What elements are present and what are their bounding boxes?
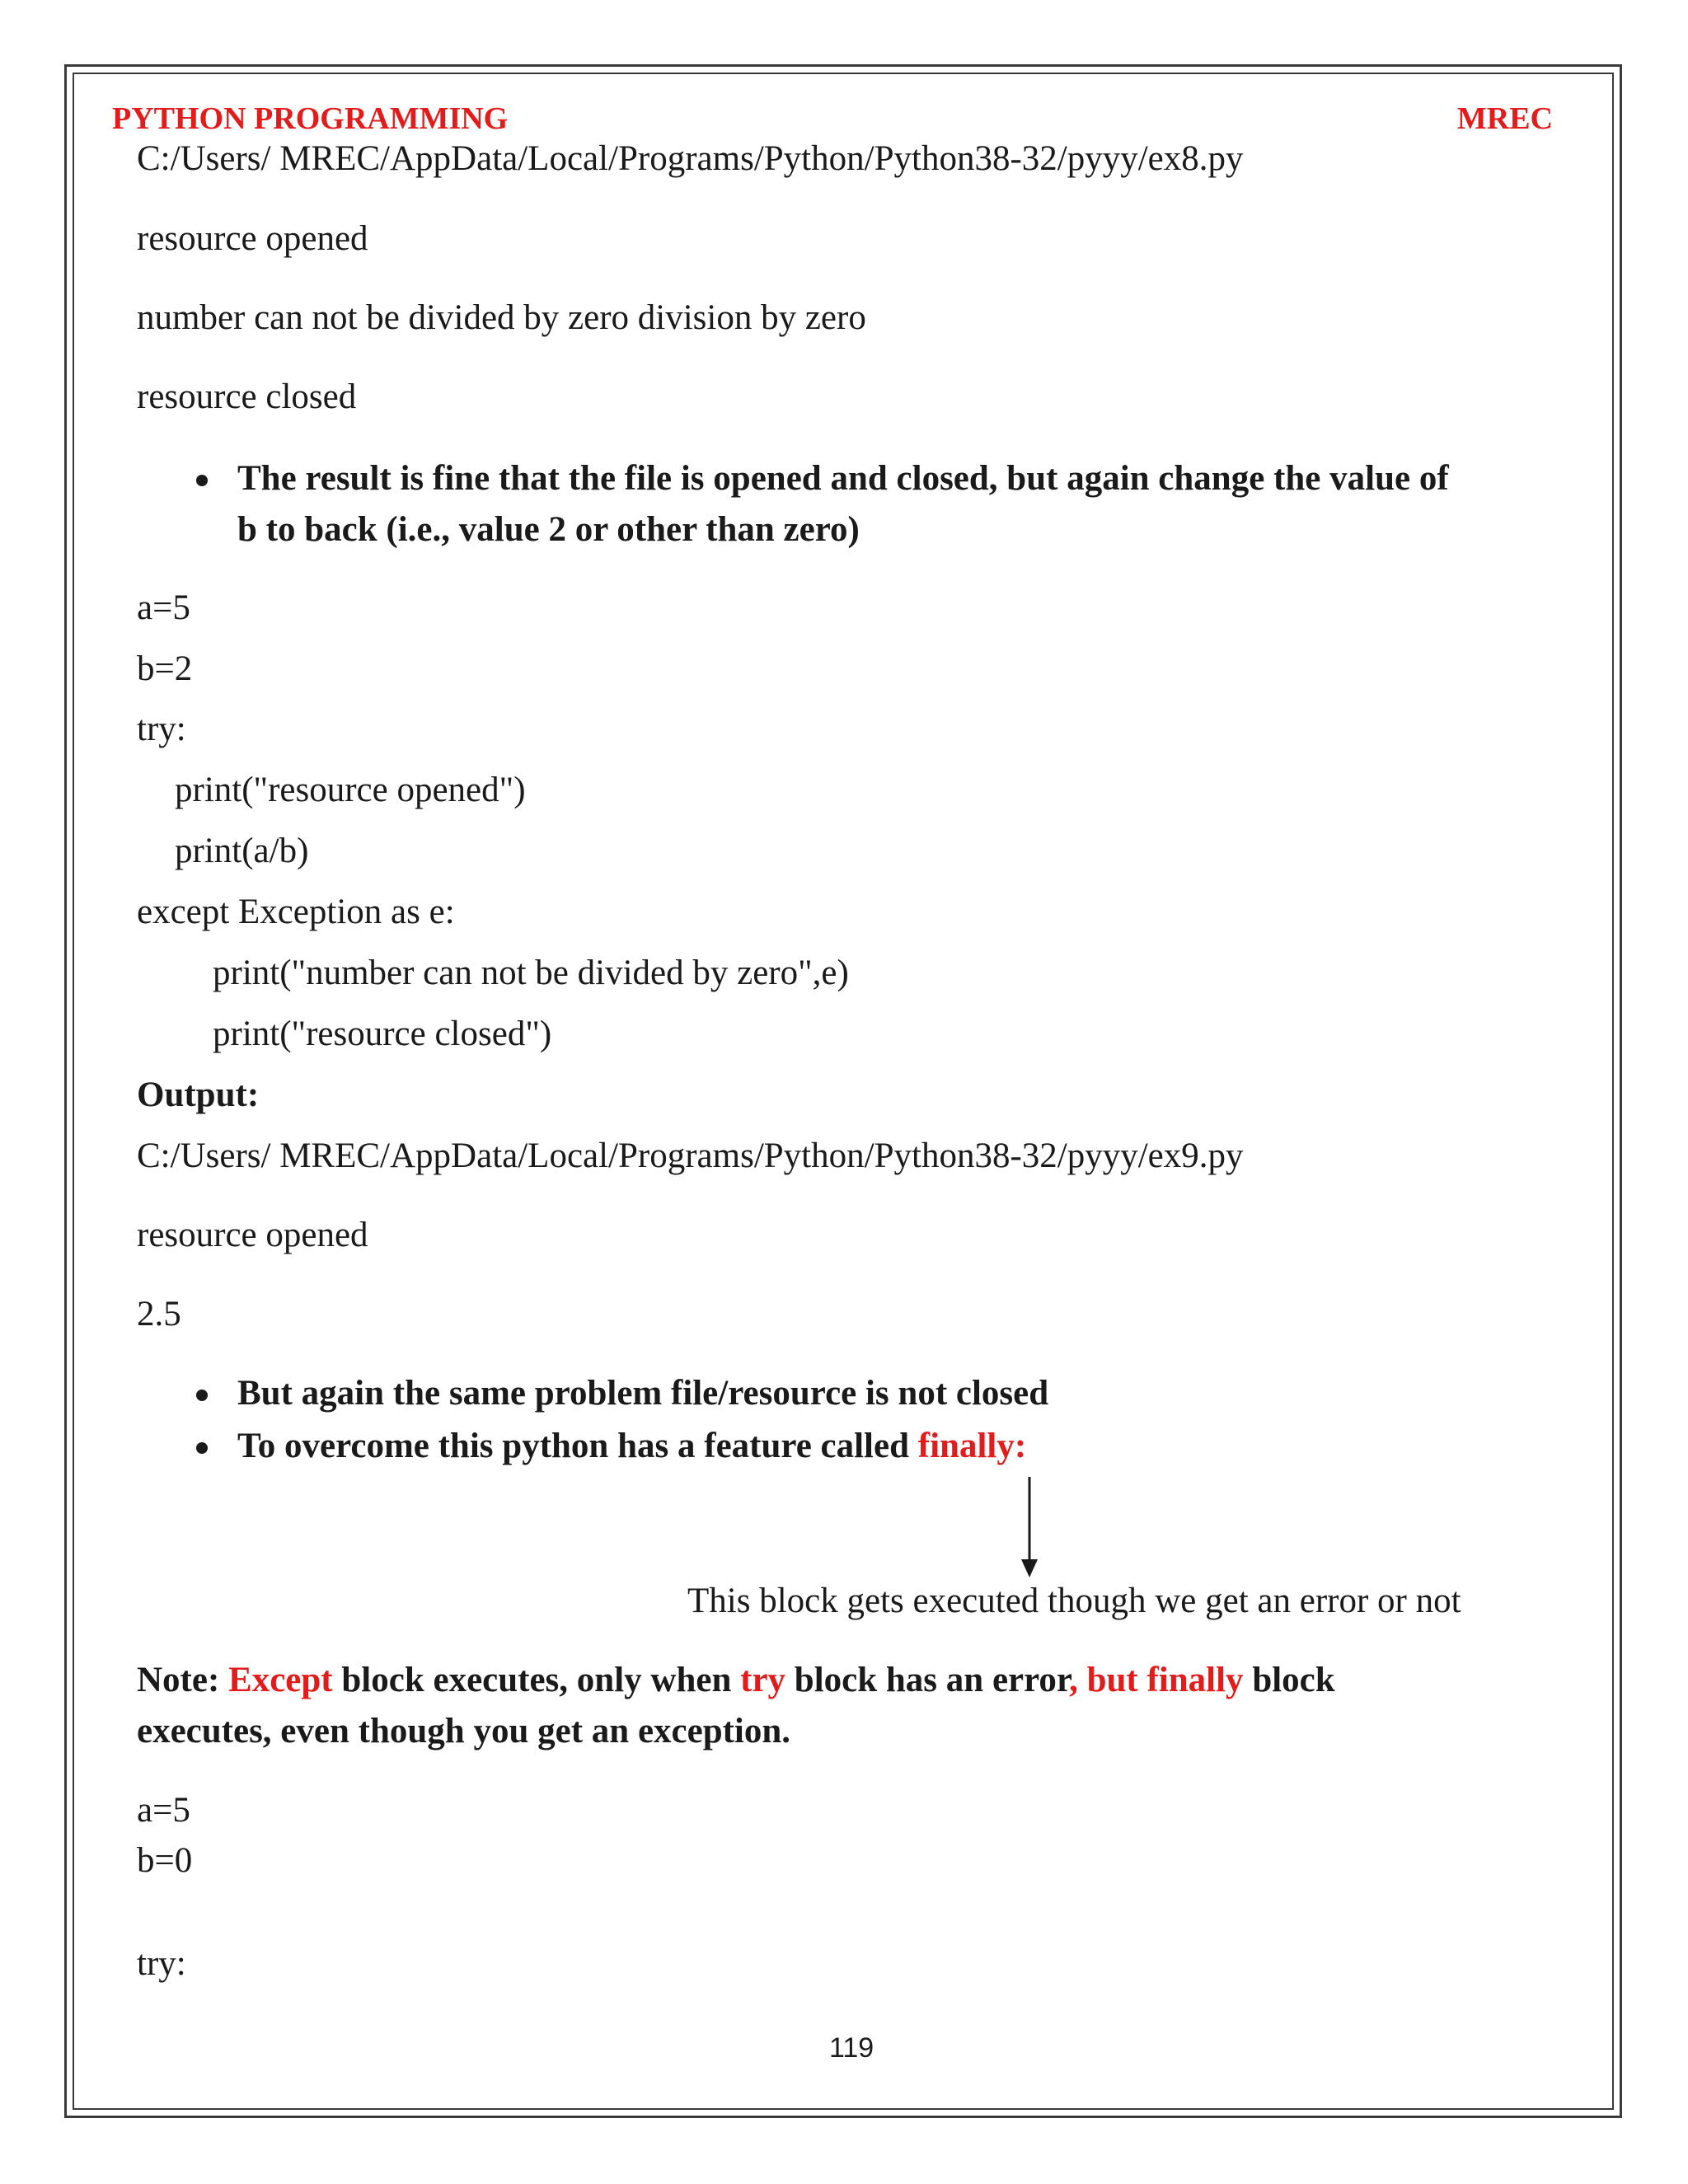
code1-line6: except Exception as e: xyxy=(137,893,455,931)
code1-line5: print(a/b) xyxy=(175,832,309,870)
output1-line1: resource opened xyxy=(137,219,368,258)
output1-line3: resource closed xyxy=(137,377,357,416)
bullet2-item2 xyxy=(237,1426,1026,1466)
header-title: PYTHON PROGRAMMING xyxy=(112,101,509,136)
note-try-keyword: try xyxy=(740,1661,786,1699)
code2-line1: a=5 xyxy=(137,1791,190,1830)
output-label: Output: xyxy=(137,1076,260,1114)
output2-path: C:/Users/ MREC/AppData/Local/Programs/Python/Python38-32/pyyy/ex9.py xyxy=(137,1137,1244,1175)
bullet-dot xyxy=(196,475,208,486)
note-finally-keyword: , but finally xyxy=(1069,1661,1244,1699)
note-text2: block has an error xyxy=(785,1661,1070,1699)
code1-line8: print("resource closed") xyxy=(213,1015,552,1053)
code1-line1: a=5 xyxy=(137,588,190,627)
note-text1: block executes, only when xyxy=(332,1661,741,1699)
bullet-dot xyxy=(196,1390,208,1401)
code1-line3: try: xyxy=(137,710,186,748)
bullet1-line2: b to back (i.e., value 2 or other than zero) xyxy=(237,510,860,549)
note-line1 xyxy=(137,1660,1335,1700)
bullet-dot xyxy=(196,1442,208,1454)
note-except-keyword: Except xyxy=(228,1661,333,1699)
arrow-caption: This block gets executed though we get an error or not xyxy=(687,1582,1461,1620)
code1-line4: print("resource opened") xyxy=(175,771,526,809)
note-label: Note: xyxy=(137,1661,229,1699)
page-number: 119 xyxy=(829,2032,874,2064)
finally-keyword: finally: xyxy=(917,1427,1027,1465)
bullet2-item1: But again the same problem file/resource is not closed xyxy=(237,1374,1049,1413)
bullet2-item2-text: To overcome this python has a feature called xyxy=(237,1427,918,1465)
note-line2: executes, even though you get an exception. xyxy=(137,1712,791,1750)
code2-line2: b=0 xyxy=(137,1841,193,1880)
note-text3: block xyxy=(1243,1661,1335,1699)
code2-line3: try: xyxy=(137,1944,186,1983)
code1-line2: b=2 xyxy=(137,649,193,688)
down-arrow-icon xyxy=(1018,1475,1043,1582)
output1-path: C:/Users/ MREC/AppData/Local/Programs/Python/Python38-32/pyyy/ex8.py xyxy=(137,139,1244,178)
header-org: MREC xyxy=(1456,101,1553,136)
output2-line1: resource opened xyxy=(137,1216,368,1254)
output2-line2: 2.5 xyxy=(137,1295,181,1333)
bullet1-line1: The result is fine that the file is opened and closed, but again change the value of xyxy=(237,459,1449,498)
output1-line2: number can not be divided by zero division by zero xyxy=(137,298,866,337)
code1-line7: print("number can not be divided by zero",e) xyxy=(213,954,849,992)
